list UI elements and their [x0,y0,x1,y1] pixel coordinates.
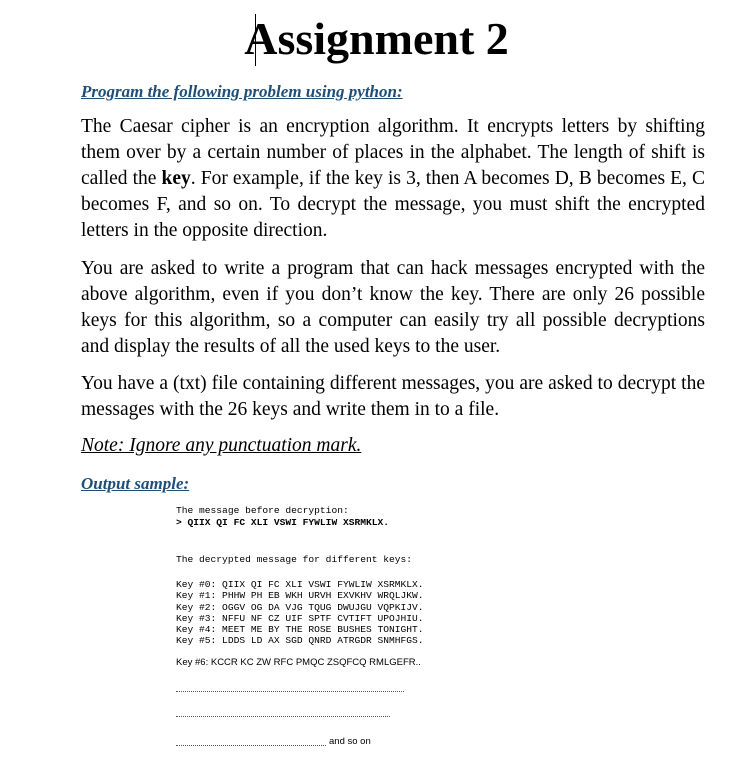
key-line-0: Key #0: QIIX QI FC XLI VSWI FYWLIW XSRMKLX. [176,579,424,590]
key-line-5: Key #5: LDDS LD AX SGD QNRD ATRGDR SNMHFGS. [176,635,424,647]
key-line-2: Key #2: OGGV OG DA VJG TQUG DWUJGU VQPKIJV. [176,601,424,613]
key-line-3: Key #3: NFFU NF CZ UIF SPTF CVTIFT UPOJHIU. [176,612,424,624]
key-lines [176,579,424,647]
and-so-on-text: and so on [329,736,371,747]
paragraph-caesar [81,114,705,244]
dotted-line-1 [176,691,404,692]
dotted-line-3 [176,745,326,746]
dotted-line-2 [176,716,390,717]
paragraph-file: You have a (txt) file containing different messages, you are asked to decrypt the messages with the 26 keys and write them in to a file. [81,373,705,420]
program-heading: Program the following problem using python: [81,82,403,101]
note-text: Note: Ignore any punctuation mark. [81,435,362,456]
paragraph-caesar-part2: . For example, if the key is 3, then A becomes D, B becomes E, C becomes F, and so on. To decrypt the message, you must shift the encrypted letters in the opposite direction. [81,168,705,241]
paragraph-caesar-part1: The Caesar cipher is an encryption algorithm. It encrypts letters by shifting them over by a certain number of places in the alphabet. The length of shift is called the [81,116,705,189]
before-label: The message before decryption: [176,505,349,516]
paragraph-hack: You are asked to write a program that can hack messages encrypted with the above algorithm, even if you don’t know the key. There are only 26 possible keys for this algorithm, so a computer can easily try all possible decryptions and display the results of all the used keys to the user. [81,258,705,357]
key-line-1: Key #1: PHHW PH EB WKH URVH EXVKHV WRQLJKW. [176,590,424,602]
output-sample-heading: Output sample: [81,474,190,493]
keyword-key: key [161,168,191,189]
page-title: Assignment 2 [244,13,509,64]
key-line-4: Key #4: MEET ME BY THE ROSE BUSHES TONIGHT. [176,624,424,636]
key-line-6: Key #6: KCCR KC ZW RFC PMQC ZSQFCQ RMLGEFR.. [176,657,421,668]
before-message: > QIIX QI FC XLI VSWI FYWLIW XSRMKLX. [176,517,390,528]
decrypted-label: The decrypted message for different keys: [176,554,413,565]
